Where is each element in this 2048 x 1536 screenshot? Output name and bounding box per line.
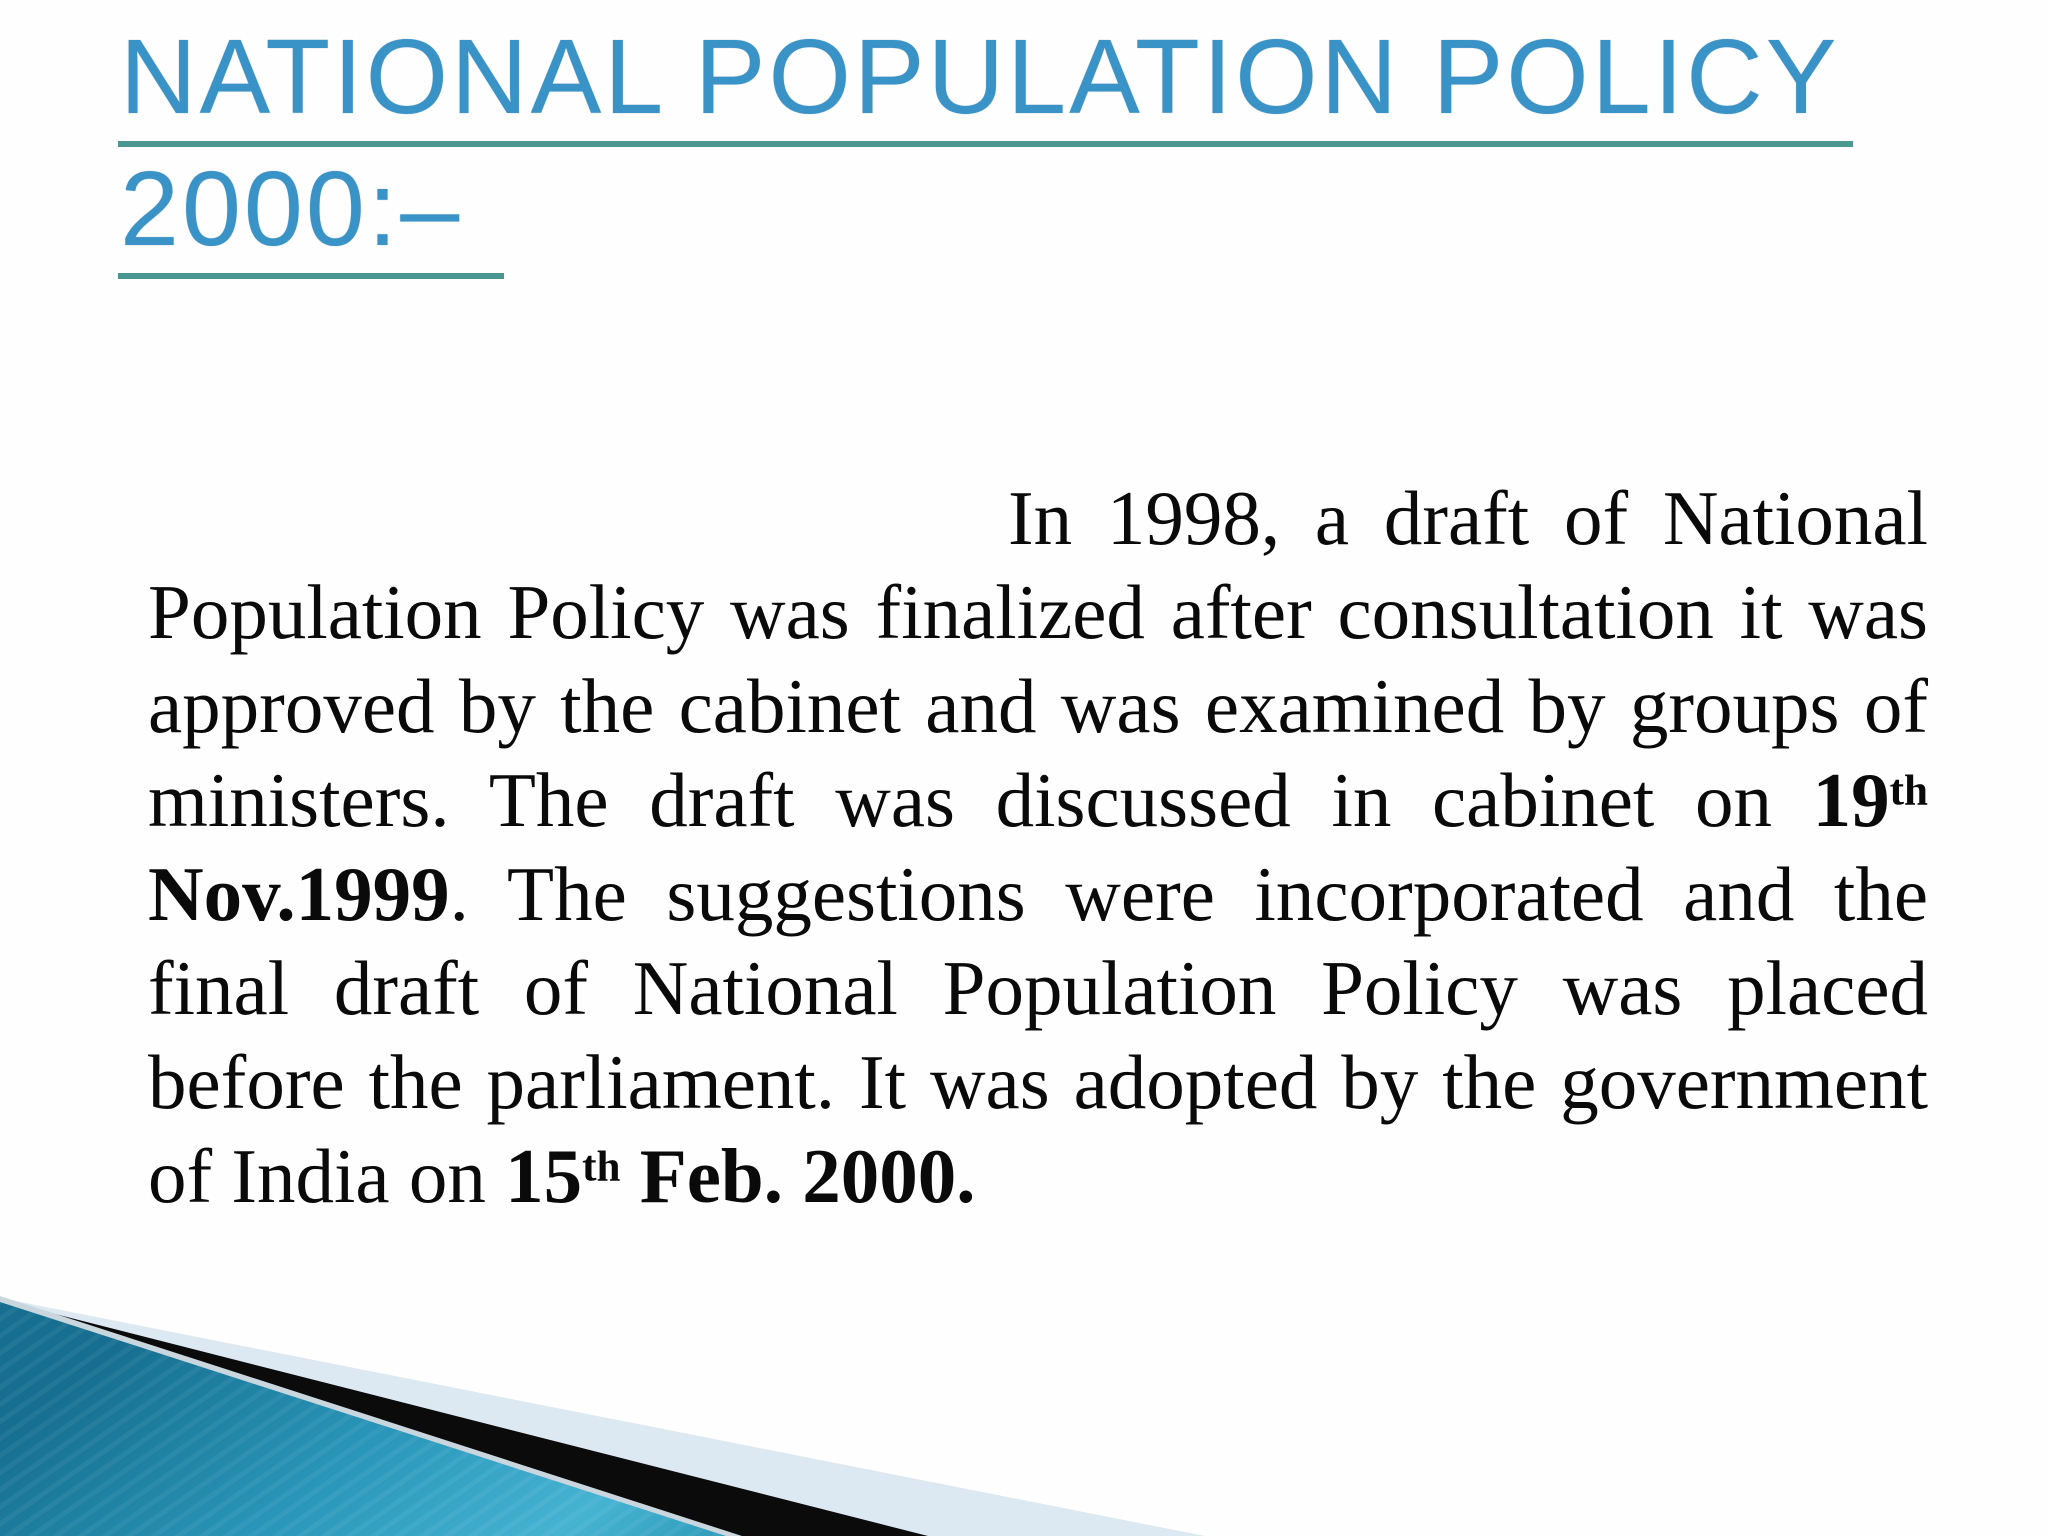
body-text-segment: th [1889, 767, 1928, 815]
ribbon-teal-swoosh [0, 1302, 726, 1536]
ribbon-teal-texture [0, 1302, 726, 1536]
page-title-line-2: 2000:– [118, 154, 504, 279]
body-text-segment: . The suggestions were incorporated and the final draft of National Population Policy was placed before the parliament. It was adopted by the government of India on [148, 851, 1928, 1219]
body-text-segment: In 1998, a draft of National Population Policy was finalized after consultation it was approved by the cabinet and was examined by groups of ministers. The draft was discussed in cabinet on [148, 475, 1928, 843]
ribbon-black-stripe [0, 1300, 928, 1536]
page-title [118, 18, 1853, 286]
body-text-segment: Nov.1999 [148, 851, 450, 937]
body-text-segment: th [582, 1143, 621, 1191]
body-text-segment: 15 [505, 1133, 583, 1219]
body-text-segment: Feb. 2000. [620, 1133, 976, 1219]
ribbon-edge-highlight [0, 1296, 742, 1536]
body-text-segment: 19 [1812, 757, 1890, 843]
body-paragraph [148, 471, 1928, 1223]
page-title-line-1: NATIONAL POPULATION POLICY [118, 22, 1853, 147]
ribbon-pale-triangle [0, 1298, 1205, 1536]
